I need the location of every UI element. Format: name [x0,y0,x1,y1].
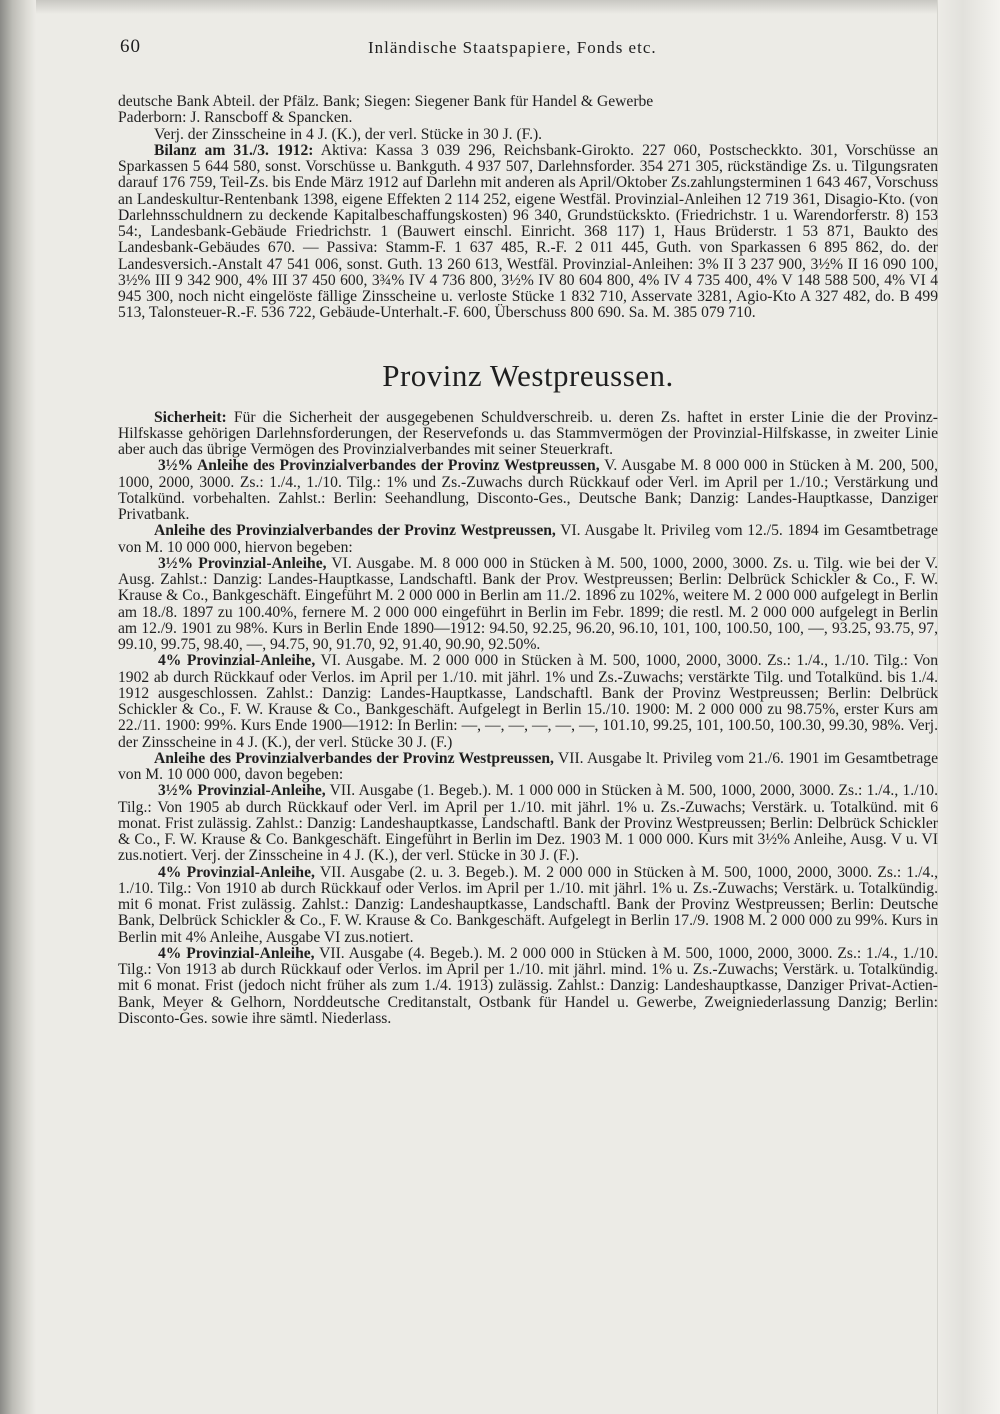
section-heading: Provinz Westpreussen. [382,357,674,393]
paragraph-label: 3½% Anleihe des Provinzialverbandes der Provinz Westpreussen, [158,457,600,475]
text-line: Paderborn: J. Ranscboff & Spancken. [118,109,353,127]
loan-paragraph [118,783,938,864]
paragraph-label: Anleihe des Provinzialverbandes der Provinz Westpreussen, [154,522,556,540]
loan-paragraph [118,946,938,1027]
paragraph-label: Anleihe des Provinzialverbandes der Provinz Westpreussen, [154,749,554,767]
paragraph-text: VI. Ausgabe lt. Privileg vom 12./5. 1894 im Gesamtbetrage von M. 10 000 000, hiervon begeben: [118,522,938,556]
top-entry [118,94,938,322]
text-line: deutsche Bank Abteil. der Pfälz. Bank; Siegen: Siegener Bank für Handel & Gewerbe [118,93,654,110]
running-head [118,36,938,66]
document-page [118,36,938,1027]
paragraph-label: 4% Provinzial-Anleihe, [158,652,316,670]
paragraph-text: Für die Sicherheit der ausgegebenen Schuldverschreib. u. deren Zs. haftet in erster Linie die der Provinz-Hilfskasse gehörigen Darlehnsforderungen, der Reservefonds u. das Stammvermögen der Provinzial-Hilfskasse, in zweiter Linie aber auch das übrige Vermögen des Provinzialverbandes mit seiner Steuerkraft. [118,408,938,458]
paragraph-text: VII. Ausgabe (2. u. 3. Begeb.). M. 2 000 000 in Stücken à M. 500, 1000, 2000, 3000. Zs.: 1./4., 1./10. Tilg.: Von 1910 ab durch Rückkauf oder Verlos. im April per 1./10. mit jährl. 1% u. Zs.-Zuwachs; Verstärk. u. Totalkündig. mit 6 monat. Frist zulässig. Zahlst.: Danzig: Landeshauptkasse, Landschaftl. Bank der Provinz Westpreussen; Berlin: Deutsche Bank, Delbrück Schickler & Co., F. W. Krause & Co. Bankgeschäft. Aufgelegt in Berlin 17./9. 1908 M. 2 000 000 zu 99%. Kurs in Berlin mit 4% Anleihe, Ausgabe VI zus.notiert. [118,863,939,946]
paragraph-label: Sicherheit: [154,408,227,426]
bilanz-text: Aktiva: Kassa 3 039 296, Reichsbank-Girokto. 227 060, Postscheckkto. 301, Vorschüsse an Sparkassen 5 644 580, sonst. Vorschüsse u. Bankguth. 4 937 507, Darlehnsforder. 354 271 305, rückständige Zs. u. Tilgungsraten darauf 176 759, Teil-Zs. bis Ende März 1912 auf Darlehn mit anderen als April/Oktober Zs.zahlungsterminen 1 643 467, Vorschuss an Landeskultur-Rentenbank 1398, eigene Effekten 2 114 252, eigene Westfäl. Provinzial-Anleihen 12 719 361, Disagio-Kto. (von Darlehnsschuldnern zu deckende Kapitalbeschaffungskosten) 96 340, Grundstückskto. (Friedrichstr. 1 u. Warendorferstr. 8) 153 54:, Landesbank-Gebäude Friedrichstr. 1 (Bauwert einschl. Einricht. 368 117) 1, Haus Brüderstr. 1 53 871, Baukto des Landesbank-Gebäudes 670. — Passiva: Stamm-F. 1 637 485, R.-F. 2 011 445, Guth. von Sparkassen 6 895 862, do. der Landesversich.-Anstalt 47 541 006, sonst. Guth. 13 260 613, Westfäl. Provinzial-Anleihen: 3% II 3 237 900, 3½% II 16 090 100, 3½% III 9 342 900, 4% III 37 450 600, 3¾% IV 4 736 800, 3½% IV 80 604 800, 4% IV 4 735 400, 4% V 148 588 500, 4% VI 4 945 300, noch nicht eingelöste fällige Zinsscheine u. verloste Stücke 1 832 710, Asservate 3281, Agio-Kto A 327 482, do. B 499 513, Talonsteuer-R.-F. 536 722, Gebäude-Unterhalt.-F. 600, Überschuss 800 690. Sa. M. 385 079 710. [118,141,939,322]
paragraph-text: VI. Ausgabe. M. 2 000 000 in Stücken à M. 500, 1000, 2000, 3000. Zs.: 1./4., 1./10. Tilg.: Von 1902 ab durch Rückkauf oder Verlos. im April per 1./10. mit jährl. 1% und Zs.-Zuwachs; verstärkte Tilg. und Totalkünd. bis 1./4. 1912 ausgeschlossen. Zahlst.: Danzig: Landes-Hauptkasse, Landschaftl. Bank der Provinz Westpreussen; Berlin: Delbrück Schickler & Co., F. W. Krause & Co., Bankgeschäft. Aufgelegt in Berlin 15./10. 1900: M. 2 000 000 zu 98.75%, erster Kurs am 22./11. 1900: 99%. Kurs Ende 1900—1912: In Berlin: —, —, —, —, —, —, 101.10, 99.25, 101, 100.50, 100.30, 99.30, 98%. Verj. der Zinsscheine in 4 J. (K.), der verl. Stücke 30 J. (F.) [118,652,939,751]
paragraph-label: 4% Provinzial-Anleihe, [158,863,315,881]
running-title: Inländische Staatspapiere, Fonds etc. [368,38,657,57]
paragraph-label: 3½% Provinzial-Anleihe, [158,554,327,572]
paragraph-text: VII. Ausgabe (1. Begeb.). M. 1 000 000 in Stücken à M. 500, 1000, 2000, 3000. Zs.: 1./4., 1./10. Tilg.: Von 1905 ab durch Rückkauf oder Verl. im April per 1./10. mit jährl. 1% u. Zs.-Zuwachs; Verstärk. u. Totalkünd. mit 6 monat. Frist zulässig. Zahlst.: Danzig: Landeshauptkasse, Landschaftl. Bank der Provinz Westpreussen; Berlin: Delbrück Schickler & Co., F. W. Krause & Co. Bankgeschäft. Eingeführt in Berlin im Dez. 1903 M. 1 000 000. Kurs mit 3½% Anleihe, Ausg. V u. VI zus.notiert. Verj. der Zinsscheine in 4 J. (K.), der verl. Stücke in 30 J. (F.). [118,782,938,865]
paragraph-label: 3½% Provinzial-Anleihe, [158,782,326,800]
page-number: 60 [120,36,141,57]
loan-paragraph [118,751,938,784]
loan-paragraph [118,653,938,751]
paragraph-label: 4% Provinzial-Anleihe, [158,944,315,962]
scan-shadow-top [0,0,1000,14]
loan-paragraph [118,556,938,654]
scan-page-edge [937,0,1000,1414]
bilanz-paragraph [118,143,938,322]
bilanz-label: Bilanz am 31./3. 1912: [154,141,314,159]
sicherheit-paragraph [118,410,938,459]
loan-paragraph [118,865,938,946]
scan-binding-edge [0,0,36,1414]
paragraph-text: V. Ausgabe M. 8 000 000 in Stücken à M. 200, 500, 1000, 2000, 3000. Zs.: 1./4., 1./10. Tilg.: 1% und Zs.-Zuwachs durch Rückkauf oder Verl. im April per 1./10.; Verstärkung und Totalkünd. vorbehalten. Zahlst.: Berlin: Seehandlung, Disconto-Ges., Deutsche Bank; Danzig: Landes-Hauptkasse, Danziger Privatbank. [118,457,938,523]
loan-paragraph [118,523,938,556]
verjaehrung-note: Verj. der Zinsscheine in 4 J. (K.), der verl. Stücke in 30 J. (F.). [154,125,543,143]
paragraph-text: VII. Ausgabe (4. Begeb.). M. 2 000 000 in Stücken à M. 500, 1000, 2000, 3000. Zs.: 1./4., 1./10. Tilg.: Von 1913 ab durch Rückkauf oder Verlos. im April per 1./10. mit jährl. mind. 1% u. Zs.-Zuwachs; Verstärk. u. Totalkündig. mit 6 monat. Frist (jedoch nicht früher als zum 1./4. 1913) zulässig. Zahlst.: Danzig: Landeshauptkasse, Danziger Privat-Actien-Bank, Meyer & Gelhorn, Norddeutsche Creditanstalt, Ostbank für Handel u. Gewerbe, Zweigniederlassung Danzig; Berlin: Disconto-Ges. sowie ihre sämtl. Niederlass. [118,944,939,1027]
paragraph-text: VII. Ausgabe lt. Privileg vom 21./6. 1901 im Gesamtbetrage von M. 10 000 000, davon begeben: [118,749,938,783]
paragraph-text: VI. Ausgabe. M. 8 000 000 in Stücken à M. 500, 1000, 2000, 3000. Zs. u. Tilg. wie bei der V. Ausg. Zahlst.: Danzig: Landes-Hauptkasse, Landschaftl. Bank der Prov. Westpreussen; Berlin: Delbrück Schickler & Co., F. W. Krause & Co., Bankgeschäft. Eingeführt M. 2 000 000 in Berlin am 11./2. 1896 zu 102%, weitere M. 2 000 000 aufgelegt in Berlin am 18./8. 1897 zu 100.40%, fernere M. 2 000 000 eingeführt in Berlin im Febr. 1899; die restl. M. 2 000 000 aufgelegt in Berlin am 12./9. 1901 zu 98%. Kurs in Berlin Ende 1890—1912: 94.50, 92.25, 96.20, 96.10, 101, 100, 100.50, 100, —, 93.25, 93.75, 97, 99.10, 99.75, 98.40, —, 94.75, 90, 91.70, 92, 91.40, 90.90, 92.50%. [118,554,938,653]
loan-paragraph [118,458,938,523]
section-body [118,410,938,1028]
